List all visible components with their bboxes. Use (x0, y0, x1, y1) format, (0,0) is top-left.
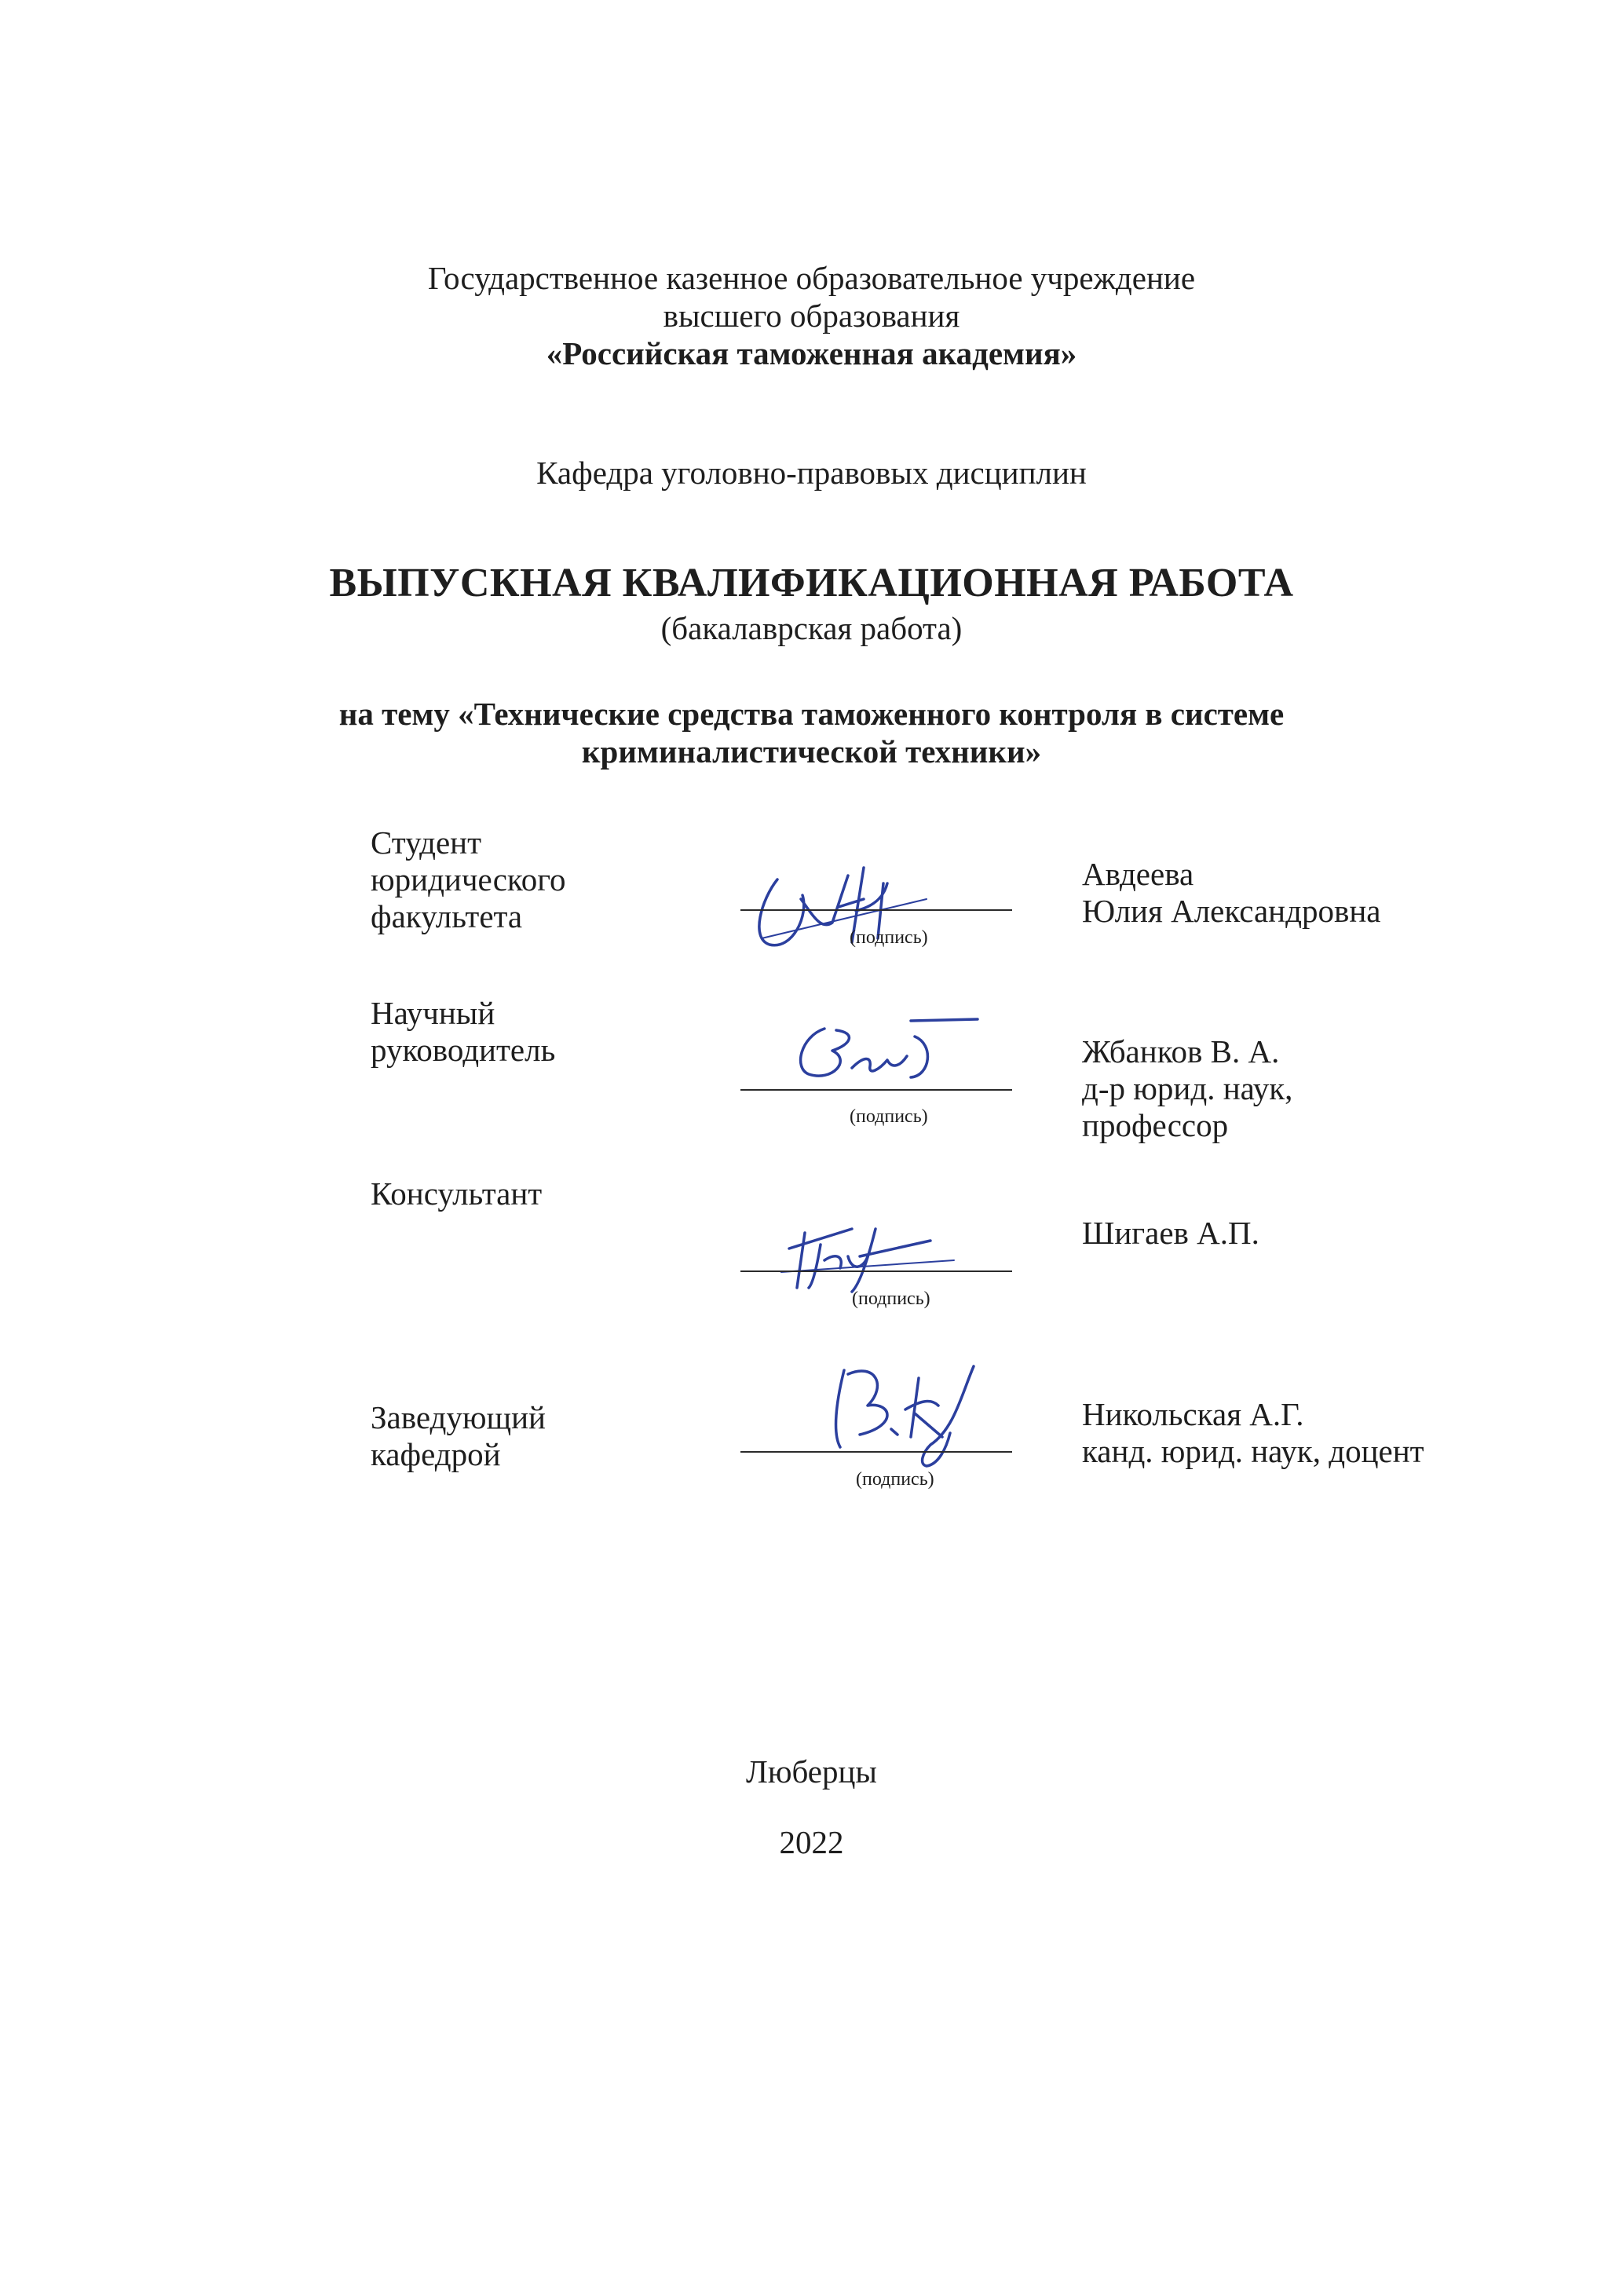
student-name (1082, 856, 1380, 930)
person-line: профессор (1082, 1107, 1229, 1143)
work-title: ВЫПУСКНАЯ КВАЛИФИКАЦИОННАЯ РАБОТА (329, 561, 1294, 605)
head-of-department-signature-caption: (подпись) (856, 1469, 934, 1490)
role-line: Консультант (371, 1175, 543, 1212)
role-line: руководитель (371, 1032, 556, 1068)
work-subtitle: (бакалаврская работа) (660, 610, 963, 646)
person-line: Авдеева (1082, 856, 1194, 892)
supervisor-signature (777, 1013, 989, 1091)
supervisor-role (371, 995, 555, 1069)
institution-line-1: Государственное казенное образовательное учреждение (427, 260, 1196, 296)
institution-line-2: высшего образования (663, 298, 960, 334)
head-of-department-role (371, 1399, 546, 1473)
supervisor-signature-caption: (подпись) (850, 1106, 928, 1127)
city: Люберцы (746, 1753, 877, 1790)
role-line: Научный (371, 995, 495, 1031)
supervisor-name (1082, 1033, 1292, 1144)
student-signature-line (740, 909, 1012, 911)
student-signature-caption: (подпись) (850, 927, 928, 948)
person-line: д-р юрид. наук, (1082, 1070, 1293, 1106)
role-line: Заведующий (371, 1399, 546, 1435)
role-line: кафедрой (371, 1436, 501, 1472)
person-line: Жбанков В. А. (1082, 1033, 1280, 1069)
person-line: Шигаев А.П. (1082, 1215, 1259, 1251)
person-line: канд. юрид. наук, доцент (1082, 1433, 1424, 1469)
work-topic-line-1: на тему «Технические средства таможенного контроля в системе (338, 696, 1285, 732)
role-line: факультета (371, 898, 523, 934)
person-line: Юлия Александровна (1082, 893, 1381, 929)
institution-block (0, 259, 1623, 372)
person-line: Никольская А.Г. (1082, 1396, 1304, 1432)
work-topic-line-2: криминалистической техники» (581, 733, 1042, 770)
institution-name: «Российская таможенная академия» (546, 335, 1077, 371)
year: 2022 (779, 1824, 844, 1860)
department-name: Кафедра уголовно-правовых дисциплин (536, 455, 1087, 491)
consultant-role (371, 1175, 542, 1212)
head-of-department-signature-line (740, 1451, 1012, 1453)
consultant-signature-line (740, 1270, 1012, 1272)
consultant-name (1082, 1215, 1259, 1252)
student-role (371, 824, 566, 935)
consultant-signature-caption: (подпись) (852, 1289, 930, 1309)
consultant-signature (766, 1213, 970, 1300)
head-of-department-signature (813, 1347, 1001, 1468)
work-topic (0, 695, 1623, 770)
supervisor-signature-line (740, 1089, 1012, 1091)
head-of-department-name (1082, 1396, 1424, 1470)
role-line: Студент (371, 824, 482, 861)
role-line: юридического (371, 861, 566, 898)
